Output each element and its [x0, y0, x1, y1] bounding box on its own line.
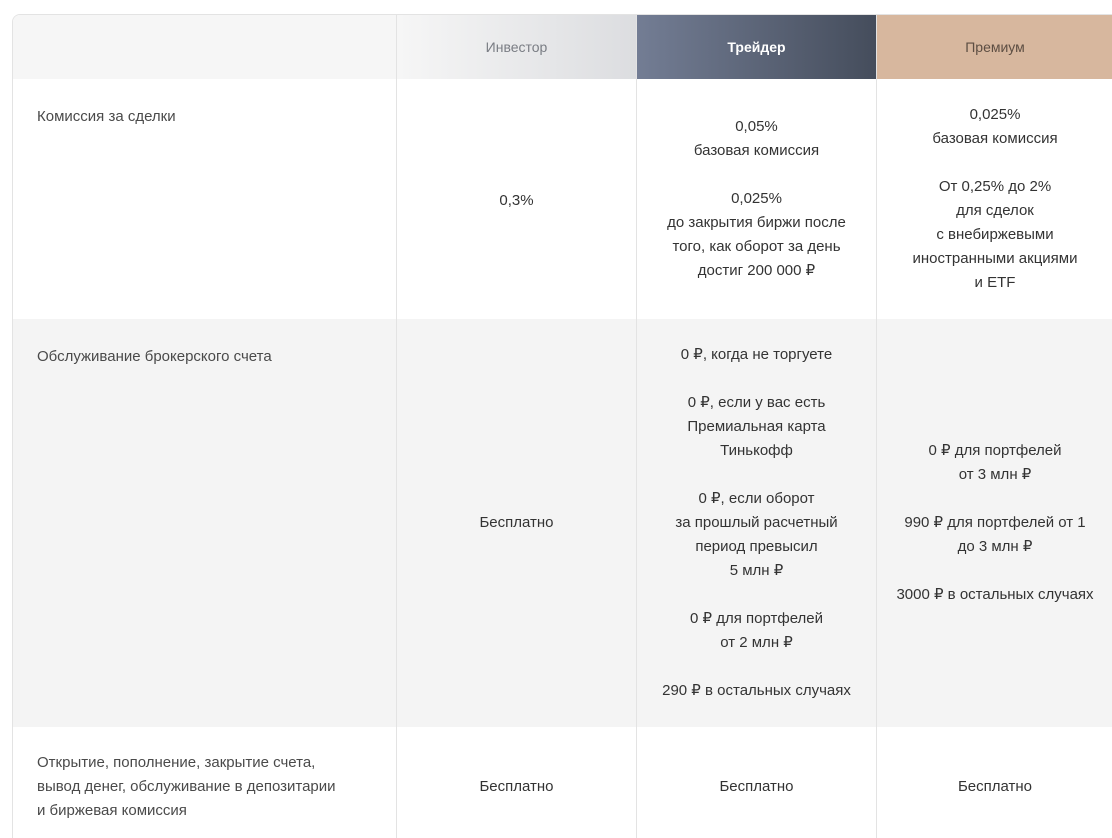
value-line: 3000 ₽ в остальных случаях — [896, 586, 1094, 603]
row-label-cell — [13, 727, 397, 838]
row-label: Обслуживание брокерского счета — [37, 348, 272, 365]
plan-header-investor[interactable] — [397, 15, 637, 79]
value-line: 990 ₽ для портфелей от 1 — [904, 514, 1086, 531]
trader-value-cell — [637, 79, 877, 319]
value-line: 0,05% — [735, 118, 778, 135]
value-line: иностранными акциями — [912, 250, 1078, 267]
value-line: Тинькофф — [720, 442, 793, 459]
plan-name: Инвестор — [485, 39, 548, 55]
investor-value-cell — [397, 79, 637, 319]
table-row-commission — [13, 79, 1112, 319]
value-line: за прошлый расчетный — [675, 514, 838, 531]
plan-name: Премиум — [965, 39, 1025, 55]
value-line: для сделок — [956, 202, 1034, 219]
value-block — [877, 103, 1112, 295]
label-line: Открытие, пополнение, закрытие счета, — [37, 754, 316, 771]
row-label — [13, 727, 396, 823]
value-text: Бесплатно — [479, 778, 554, 795]
value-line: Премиальная карта — [687, 418, 826, 435]
row-label-cell — [13, 319, 397, 727]
value-line: 0 ₽ для портфелей — [928, 442, 1062, 459]
value-line: 290 ₽ в остальных случаях — [662, 682, 851, 699]
value-line: 0 ₽, если у вас есть — [687, 394, 826, 411]
value-text: Бесплатно — [479, 514, 554, 531]
value-line: от 2 млн ₽ — [720, 634, 793, 651]
value-text: Бесплатно — [719, 778, 794, 795]
table-row-account-operations — [13, 727, 1112, 838]
row-label: Комиссия за сделки — [37, 108, 176, 125]
tariff-comparison-table — [12, 14, 1112, 838]
value-block — [637, 115, 876, 283]
plan-header-trader[interactable] — [637, 15, 877, 79]
value-line: От 0,25% до 2% — [938, 178, 1052, 195]
premium-value-cell — [877, 727, 1112, 838]
label-line: вывод денег, обслуживание в депозитарии — [37, 778, 336, 795]
header-empty-cell — [13, 15, 397, 79]
investor-value-cell — [397, 319, 637, 727]
value-line: 0,025% — [969, 106, 1021, 123]
value-block — [637, 343, 876, 703]
value-line: базовая комиссия — [693, 142, 820, 159]
value-line: и ETF — [974, 274, 1016, 291]
value-line: 0 ₽, когда не торгуете — [680, 346, 833, 363]
value-line: 0 ₽ для портфелей — [689, 610, 824, 627]
value-line: период превысил — [695, 538, 818, 555]
value-line: того, как оборот за день — [672, 238, 841, 255]
value-line: 0,025% — [731, 190, 782, 207]
premium-value-cell — [877, 319, 1112, 727]
table-row-account-maintenance — [13, 319, 1112, 727]
value-block — [877, 439, 1112, 607]
plan-name: Трейдер — [727, 39, 786, 55]
table-header-row — [13, 15, 1112, 79]
value-text: 0,3% — [499, 192, 534, 209]
value-line: базовая комиссия — [932, 130, 1058, 147]
value-line: 0 ₽, если оборот — [698, 490, 815, 507]
value-line: 5 млн ₽ — [729, 562, 784, 579]
investor-value-cell — [397, 727, 637, 838]
trader-value-cell — [637, 727, 877, 838]
value-line: до закрытия биржи после — [667, 214, 846, 231]
value-text: Бесплатно — [957, 778, 1033, 795]
value-line: до 3 млн ₽ — [957, 538, 1033, 555]
premium-value-cell — [877, 79, 1112, 319]
plan-header-premium[interactable] — [877, 15, 1112, 79]
value-line: с внебиржевыми — [936, 226, 1054, 243]
value-line: достиг 200 000 ₽ — [697, 262, 816, 279]
label-line: и биржевая комиссия — [37, 802, 187, 819]
row-label-cell — [13, 79, 397, 319]
value-line: от 3 млн ₽ — [958, 466, 1032, 483]
trader-value-cell — [637, 319, 877, 727]
